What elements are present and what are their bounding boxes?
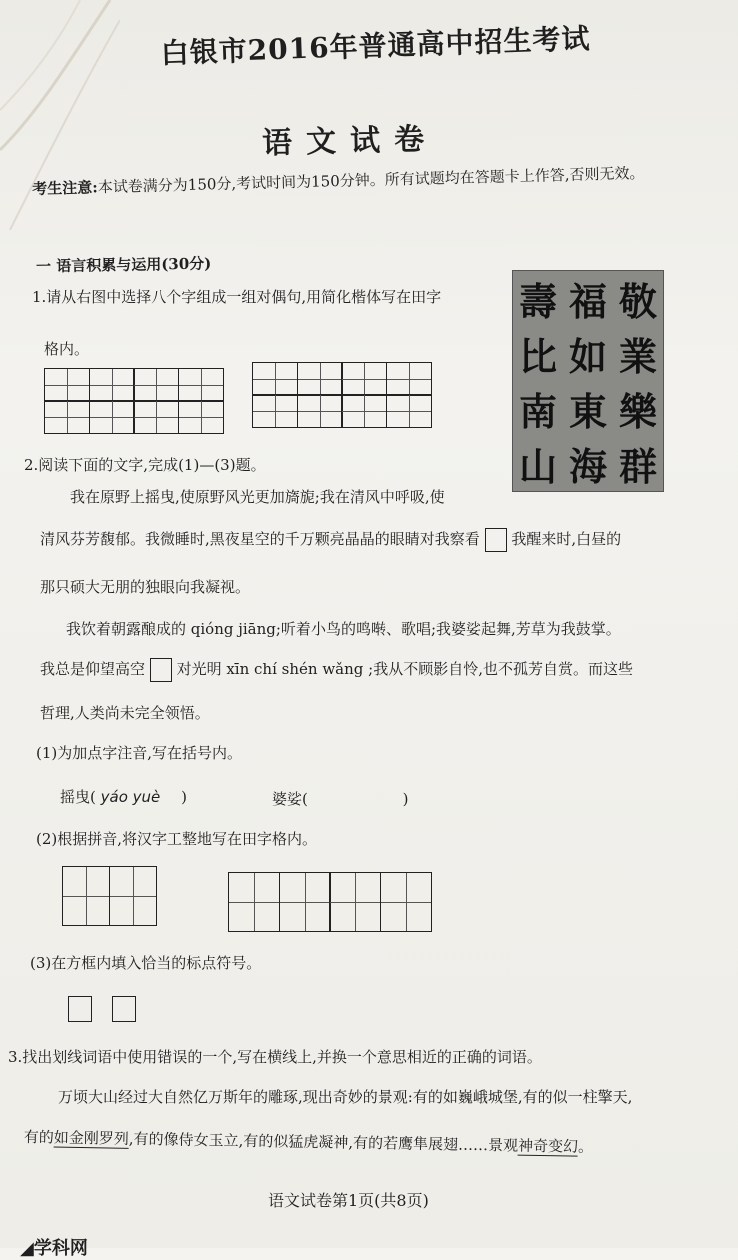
notice-label: 考生注意: (32, 178, 99, 198)
calligraphy-char: 如 (568, 334, 607, 379)
answer-box (112, 996, 136, 1022)
q2-para2-d: 哲理,人类尚未完全领悟。 (40, 704, 210, 722)
exam-subtitle: 语文试卷 (261, 121, 439, 162)
calligraphy-char: 山 (518, 444, 557, 489)
calligraphy-char: 壽 (518, 279, 557, 324)
tianzi-cell (89, 368, 135, 402)
tianzi-cell (252, 362, 298, 396)
q2-grid-left (62, 866, 155, 926)
q3-intro: 3.找出划线词语中使用错误的一个,写在横线上,并换一个意思相近的正确的词语。 (8, 1048, 542, 1066)
tianzi-cell (297, 362, 343, 396)
tianzi-cell (89, 400, 135, 434)
tianzi-cell (329, 872, 381, 932)
q2-sub2: (2)根据拼音,将汉字工整地写在田字格内。 (36, 830, 318, 848)
tianzi-cell (133, 368, 179, 402)
calligraphy-char: 海 (568, 444, 607, 489)
calligraphy-image (512, 270, 664, 492)
exam-title: 白银市2016年普通高中招生考试 (160, 21, 592, 70)
tianzi-cell (178, 368, 224, 402)
exam-notice (32, 162, 645, 199)
tianzi-cell (178, 400, 224, 434)
q2-para2-line (40, 658, 633, 682)
q2-para1-c: 我醒来时,白昼的 (511, 530, 622, 548)
tianzi-cell (252, 394, 298, 428)
q1-grid-left-bottom (44, 400, 222, 434)
tianzi-cell (44, 368, 90, 402)
q2-grid-right (228, 872, 430, 932)
tianzi-cell (279, 872, 331, 932)
calligraphy-char: 比 (518, 334, 557, 379)
q1-grid-right-bottom (252, 394, 430, 428)
q2-para2-b: 我总是仰望高空 (40, 660, 146, 678)
q3-para-b (24, 1126, 594, 1157)
calligraphy-char: 南 (518, 389, 557, 434)
notice-text: 本试卷满分为150分,考试时间为150分钟。所有试题均在答题卡上作答,否则无效。 (97, 163, 645, 197)
q1-grid-left (44, 368, 222, 402)
tianzi-cell (228, 872, 280, 932)
handwritten-pinyin: yáo yuè (100, 788, 161, 806)
tianzi-cell (386, 394, 432, 428)
q2-sub1-second (272, 788, 409, 809)
answer-box (68, 996, 92, 1022)
q2-para2-c: 对光明 xīn chí shén wǎng ;我从不顾影自怜,也不孤芳自赏。而这些 (176, 660, 633, 678)
q1-line1: 1.请从右图中选择八个字组成一组对偶句,用简化楷体写在田字 (32, 288, 442, 306)
tianzi-cell (341, 394, 387, 428)
sub1-close: ) (181, 788, 187, 806)
underlined-phrase: 神奇变幻 (517, 1136, 579, 1156)
sub1-word2: 婆娑( (272, 790, 308, 808)
calligraphy-char: 業 (618, 334, 657, 379)
calligraphy-char: 福 (568, 279, 607, 324)
tianzi-cell (62, 866, 110, 926)
punctuation-box (150, 658, 172, 682)
sub1-word1: 摇曳( (60, 788, 96, 806)
calligraphy-char: 敬 (618, 279, 657, 324)
tianzi-cell (133, 400, 179, 434)
calligraphy-char: 群 (618, 444, 657, 489)
q2-para1-a: 我在原野上摇曳,使原野风光更加旖旎;我在清风中呼吸,使 (70, 488, 445, 506)
q2-para1-b: 清风芬芳馥郁。我微睡时,黑夜星空的千万颗亮晶晶的眼睛对我察看 (40, 530, 480, 548)
tianzi-cell (386, 362, 432, 396)
q2-sub1: (1)为加点字注音,写在括号内。 (36, 744, 243, 762)
q2-para1-d: 那只硕大无朋的独眼向我凝视。 (40, 578, 251, 596)
punctuation-box (485, 528, 507, 552)
q2-intro: 2.阅读下面的文字,完成(1)—(3)题。 (24, 456, 266, 474)
q1-grid-right (252, 362, 430, 396)
sub1-close2: ) (402, 790, 409, 808)
logo-text: 学科网 (33, 1238, 88, 1259)
tianzi-cell (297, 394, 343, 428)
tianzi-cell (380, 872, 432, 932)
underlined-phrase: 如金刚罗列 (53, 1128, 129, 1148)
tianzi-cell (109, 866, 157, 926)
q2-para1-b-line (40, 528, 621, 552)
watermark-logo (20, 1234, 88, 1260)
tianzi-cell (44, 400, 90, 434)
tianzi-cell (341, 362, 387, 396)
q2-sub1-answer-line (60, 786, 187, 807)
q3-para-b5: 。 (577, 1137, 594, 1156)
q2-sub3: (3)在方框内填入恰当的标点符号。 (30, 954, 262, 972)
q2-para2-a: 我饮着朝露酿成的 qióng jiāng;听着小鸟的鸣啭、歌唱;我婆娑起舞,芳草为我鼓掌。 (66, 620, 621, 638)
q3-para-b1: 有的 (23, 1127, 54, 1147)
section-title: 一 语言积累与运用(30分) (35, 254, 212, 276)
calligraphy-char: 東 (568, 389, 607, 434)
logo-icon: ◢ (20, 1238, 34, 1259)
q3-para-b3: ,有的像侍女玉立,有的似猛虎凝神,有的若鹰隼展翅……景观 (128, 1129, 519, 1155)
calligraphy-char: 樂 (618, 389, 657, 434)
q1-line2: 格内。 (44, 340, 90, 358)
page-footer: 语文试卷第1页(共8页) (268, 1191, 429, 1210)
q3-para-a: 万顷大山经过大自然亿万斯年的雕琢,现出奇妙的景观:有的如巍峨城堡,有的似一柱擎天, (58, 1088, 633, 1106)
